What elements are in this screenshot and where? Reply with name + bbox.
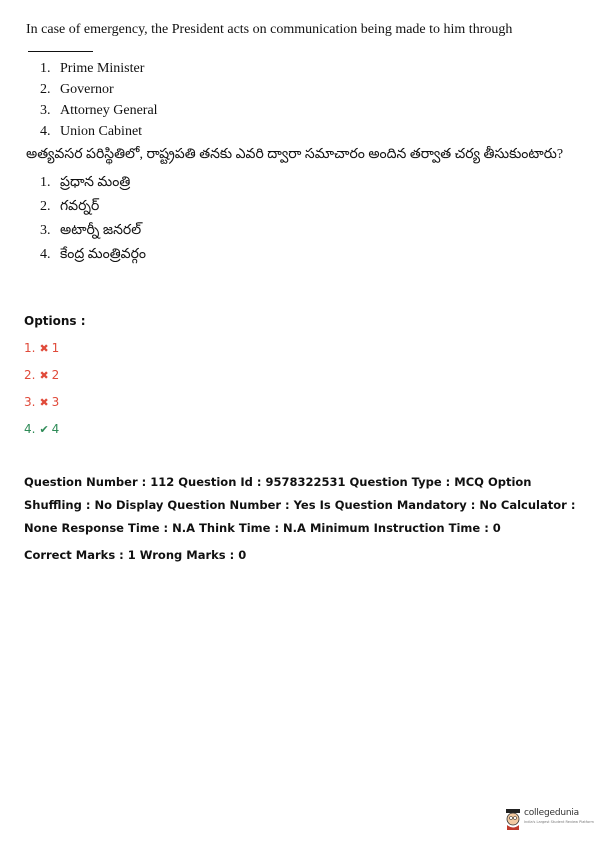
telugu-option: 4. కేంద్ర మంత్రివర్గం: [40, 247, 147, 262]
telugu-option: 2. గవర్నర్: [40, 199, 100, 214]
question-meta-line: Question Number : 112 Question Id : 9578322531 Question Type : MCQ Option Shuffling : No Display Question Number : Yes Is Question Mandatory : No Calculator : None Response Time : N.A Think Time : N.A Minimum Instruction Time : 0: [24, 475, 576, 535]
english-option: 1. Prime Minister: [40, 61, 145, 76]
question-text-english: In case of emergency, the President acts on communication being made to him through: [26, 22, 513, 37]
english-option: 3. Attorney General: [40, 103, 158, 118]
telugu-option: 3. అటార్నీ జనరల్: [40, 223, 142, 238]
telugu-options-list: [40, 171, 566, 267]
answer-option: 2. ✖ 2: [24, 368, 60, 382]
answer-blank: [28, 39, 93, 52]
english-option: 2. Governor: [40, 82, 114, 97]
logo-brand: collegedunia: [524, 808, 579, 818]
logo-tagline: India's Largest Student Review Platform: [524, 820, 594, 824]
answer-option: 3. ✖ 3: [24, 395, 60, 409]
answer-option-correct: 4. ✔ 4: [24, 422, 60, 436]
check-icon: ✔: [39, 423, 49, 436]
options-heading: Options :: [24, 314, 86, 328]
english-options-list: [40, 58, 566, 142]
mascot-icon: [503, 808, 523, 830]
question-block: [26, 20, 566, 267]
question-metadata: [24, 471, 584, 567]
answer-options: [24, 340, 59, 448]
question-text-telugu: అత్యవసర పరిస్థితిలో, రాష్ట్రపతి తనకు ఎవరి ద్వారా సమాచారం అందిన తర్వాత చర్య తీసుకుంటారు?: [26, 147, 564, 162]
english-option: 4. Union Cabinet: [40, 124, 143, 139]
cross-icon: ✖: [39, 396, 49, 409]
telugu-option: 1. ప్రధాన మంత్రి: [40, 175, 131, 190]
cross-icon: ✖: [39, 342, 49, 355]
answer-option: 1. ✖ 1: [24, 341, 60, 355]
marks-line: Correct Marks : 1 Wrong Marks : 0: [24, 548, 247, 562]
collegedunia-logo: [503, 808, 594, 830]
cross-icon: ✖: [39, 369, 49, 382]
